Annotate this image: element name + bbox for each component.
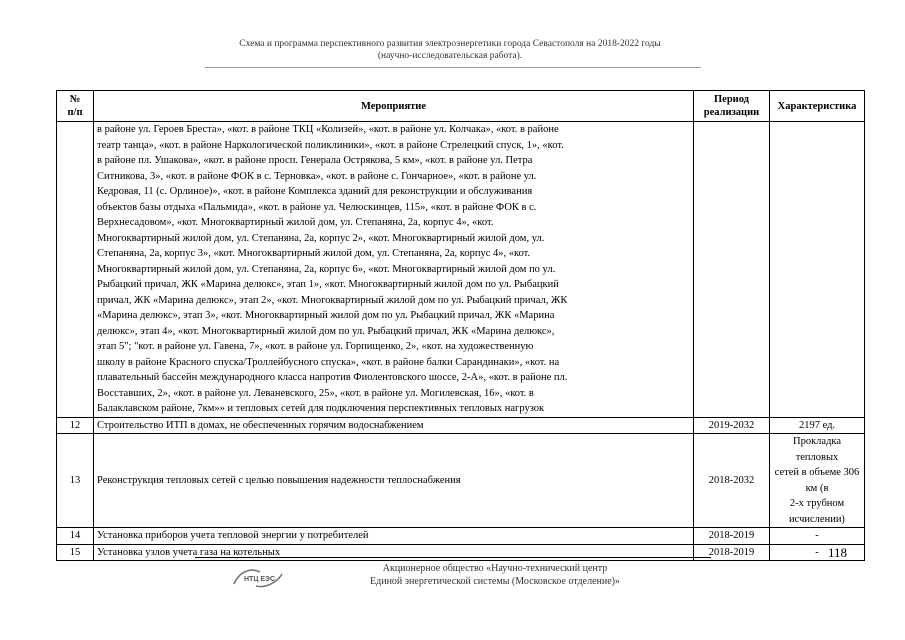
column-header-number: № п/п <box>57 91 94 122</box>
cell-characteristic: - <box>770 544 865 561</box>
text-line: Многоквартирный жилой дом, ул. Степаняна, 2а, корпус 2», «кот. Многоквартирный жилой дом, ул. <box>97 232 545 244</box>
text-line: в районе ул. Героев Бреста», «кот. в районе ТКЦ «Колизей», «кот. в районе ул. Колчака», «кот. в районе <box>97 124 559 135</box>
footer-line-1: Акционерное общество «Научно-технический центр <box>382 563 608 574</box>
cell-period: 2018-2019 <box>694 544 770 561</box>
cell-event: Установка приборов учета тепловой энергии у потребителей <box>94 528 694 545</box>
footer-text <box>305 563 685 588</box>
text-line: Балаклавском районе, 7км»» и тепловых сетей для подключения перспективных тепловых нагрузок <box>97 403 545 414</box>
text-line: Ситникова, 3», «кот. в районе ФОК в с. Терновка», «кот. в районе с. Гончарное», «кот. в районе ул. <box>97 170 537 182</box>
page-number: 118 <box>828 545 848 560</box>
cell-characteristic <box>770 434 865 528</box>
activities-table <box>56 90 865 561</box>
text-line: Восставших, 2», «кот. в районе ул. Леваневского, 25», «кот. в районе ул. Могилевская, 16», «кот. в <box>97 387 534 399</box>
cell-number: 14 <box>57 528 94 545</box>
column-header-characteristic: Характеристика <box>770 91 865 122</box>
footer-line-2: Единой энергетической системы (Московское отделение)» <box>370 575 620 587</box>
cell-event: Строительство ИТП в домах, не обеспеченных горячим водоснабжением <box>94 417 694 434</box>
logo-text: НТЦ ЕЭС <box>244 576 276 583</box>
text-line: Степаняна, 2а, корпус 3», «кот. Многоквартирный жилой дом, ул. Степаняна, 2а, корпус 4», «кот. <box>97 248 531 259</box>
table-row-13 <box>57 434 865 528</box>
cell-period: 2018-2019 <box>694 528 770 545</box>
text-line: театр танца», «кот. в районе Наркологической поликлиники», «кот. в районе Стрелецкий спуск, 1», «кот. <box>97 139 564 151</box>
table-header-row <box>57 91 865 122</box>
text-line: объектов базы отдыха «Пальмида», «кот. в районе ул. Челюскинцев, 115», «кот. в районе ФОК в с. <box>97 201 537 213</box>
cell-characteristic: 2197 ед. <box>770 417 865 434</box>
text-line: «Марина делюкс», этап 3», «кот. Многоквартирный жилой дом по ул. Рыбацкий причал, ЖК «Марина <box>97 310 555 321</box>
footer-divider <box>195 557 711 558</box>
page-header <box>150 38 750 62</box>
text-line: школу в районе Красного спуска/Троллейбусного спуска», «кот. в районе балки Сарандинаки», «кот. на <box>97 356 560 368</box>
text-line: причал, ЖК «Марина делюкс», этап 2», «кот. Многоквартирный жилой дом по ул. Рыбацкий причал, ЖК <box>97 294 568 306</box>
text-line: Верхнесадовом», «кот. Многоквартирный жилой дом, ул. Степаняна, 2а, корпус 4», «кот. <box>97 217 494 228</box>
cell-period: 2018-2032 <box>694 434 770 528</box>
text-line: Многоквартирный жилой дом, ул. Степаняна, 2а, корпус 6», «кот. Многоквартирный жилой дом по ул. <box>97 263 556 275</box>
cell-event: Реконструкция тепловых сетей с целью повышения надежности теплоснабжения <box>94 434 694 528</box>
cell-event: Установка узлов учета газа на котельных <box>94 544 694 561</box>
cell-characteristic: - <box>770 528 865 545</box>
text-line: в районе пл. Ушакова», «кот. в районе просп. Генерала Острякова, 5 км», «кот. в районе ул. Петра <box>97 155 533 166</box>
cell-period <box>694 122 770 418</box>
cell-number: 15 <box>57 544 94 561</box>
characteristic-line: сетей в объеме 306 км (в <box>774 467 860 494</box>
table-row-continuation <box>57 122 865 418</box>
text-line: этап 5"; "кот. в районе ул. Гавена, 7», «кот. в районе ул. Горпищенко, 2», «кот. на художественную <box>97 341 534 352</box>
cell-number: 12 <box>57 417 94 434</box>
characteristic-line: Прокладка тепловых <box>792 436 842 463</box>
company-logo <box>230 566 286 590</box>
characteristic-line: 2-х трубном исчислении) <box>789 498 845 525</box>
text-line: Рыбацкий причал, ЖК «Марина делюкс», этап 1», «кот. Многоквартирный жилой дом по ул. Рыбацкий <box>97 279 559 290</box>
text-line: Кедровая, 11 (с. Орлиное)», «кот. в районе Комплекса зданий для реконструкции и обслуживания <box>97 186 533 197</box>
text-line: плавательный бассейн международного класса напротив Фиолентовского шоссе, 2-А», «кот. в районе пл. <box>97 372 568 383</box>
column-header-event: Мероприятие <box>94 91 694 122</box>
header-subtitle: (научно-исследовательская работа). <box>377 51 523 61</box>
cell-number <box>57 122 94 418</box>
column-header-period: Период реализации <box>694 91 770 122</box>
text-line: делюкс», этап 4», «кот. Многоквартирный жилой дом по ул. Рыбацкий причал, ЖК «Марина делюкс», <box>97 325 555 337</box>
header-title: Схема и программа перспективного развития электроэнергетики города Севастополя на 2018-2022 годы <box>239 39 661 49</box>
table-row-15 <box>57 544 865 561</box>
cell-event-continuation <box>94 122 694 418</box>
table-row-14 <box>57 528 865 545</box>
table-row-12 <box>57 417 865 434</box>
header-divider <box>205 67 701 68</box>
cell-period: 2019-2032 <box>694 417 770 434</box>
cell-characteristic <box>770 122 865 418</box>
cell-number: 13 <box>57 434 94 528</box>
